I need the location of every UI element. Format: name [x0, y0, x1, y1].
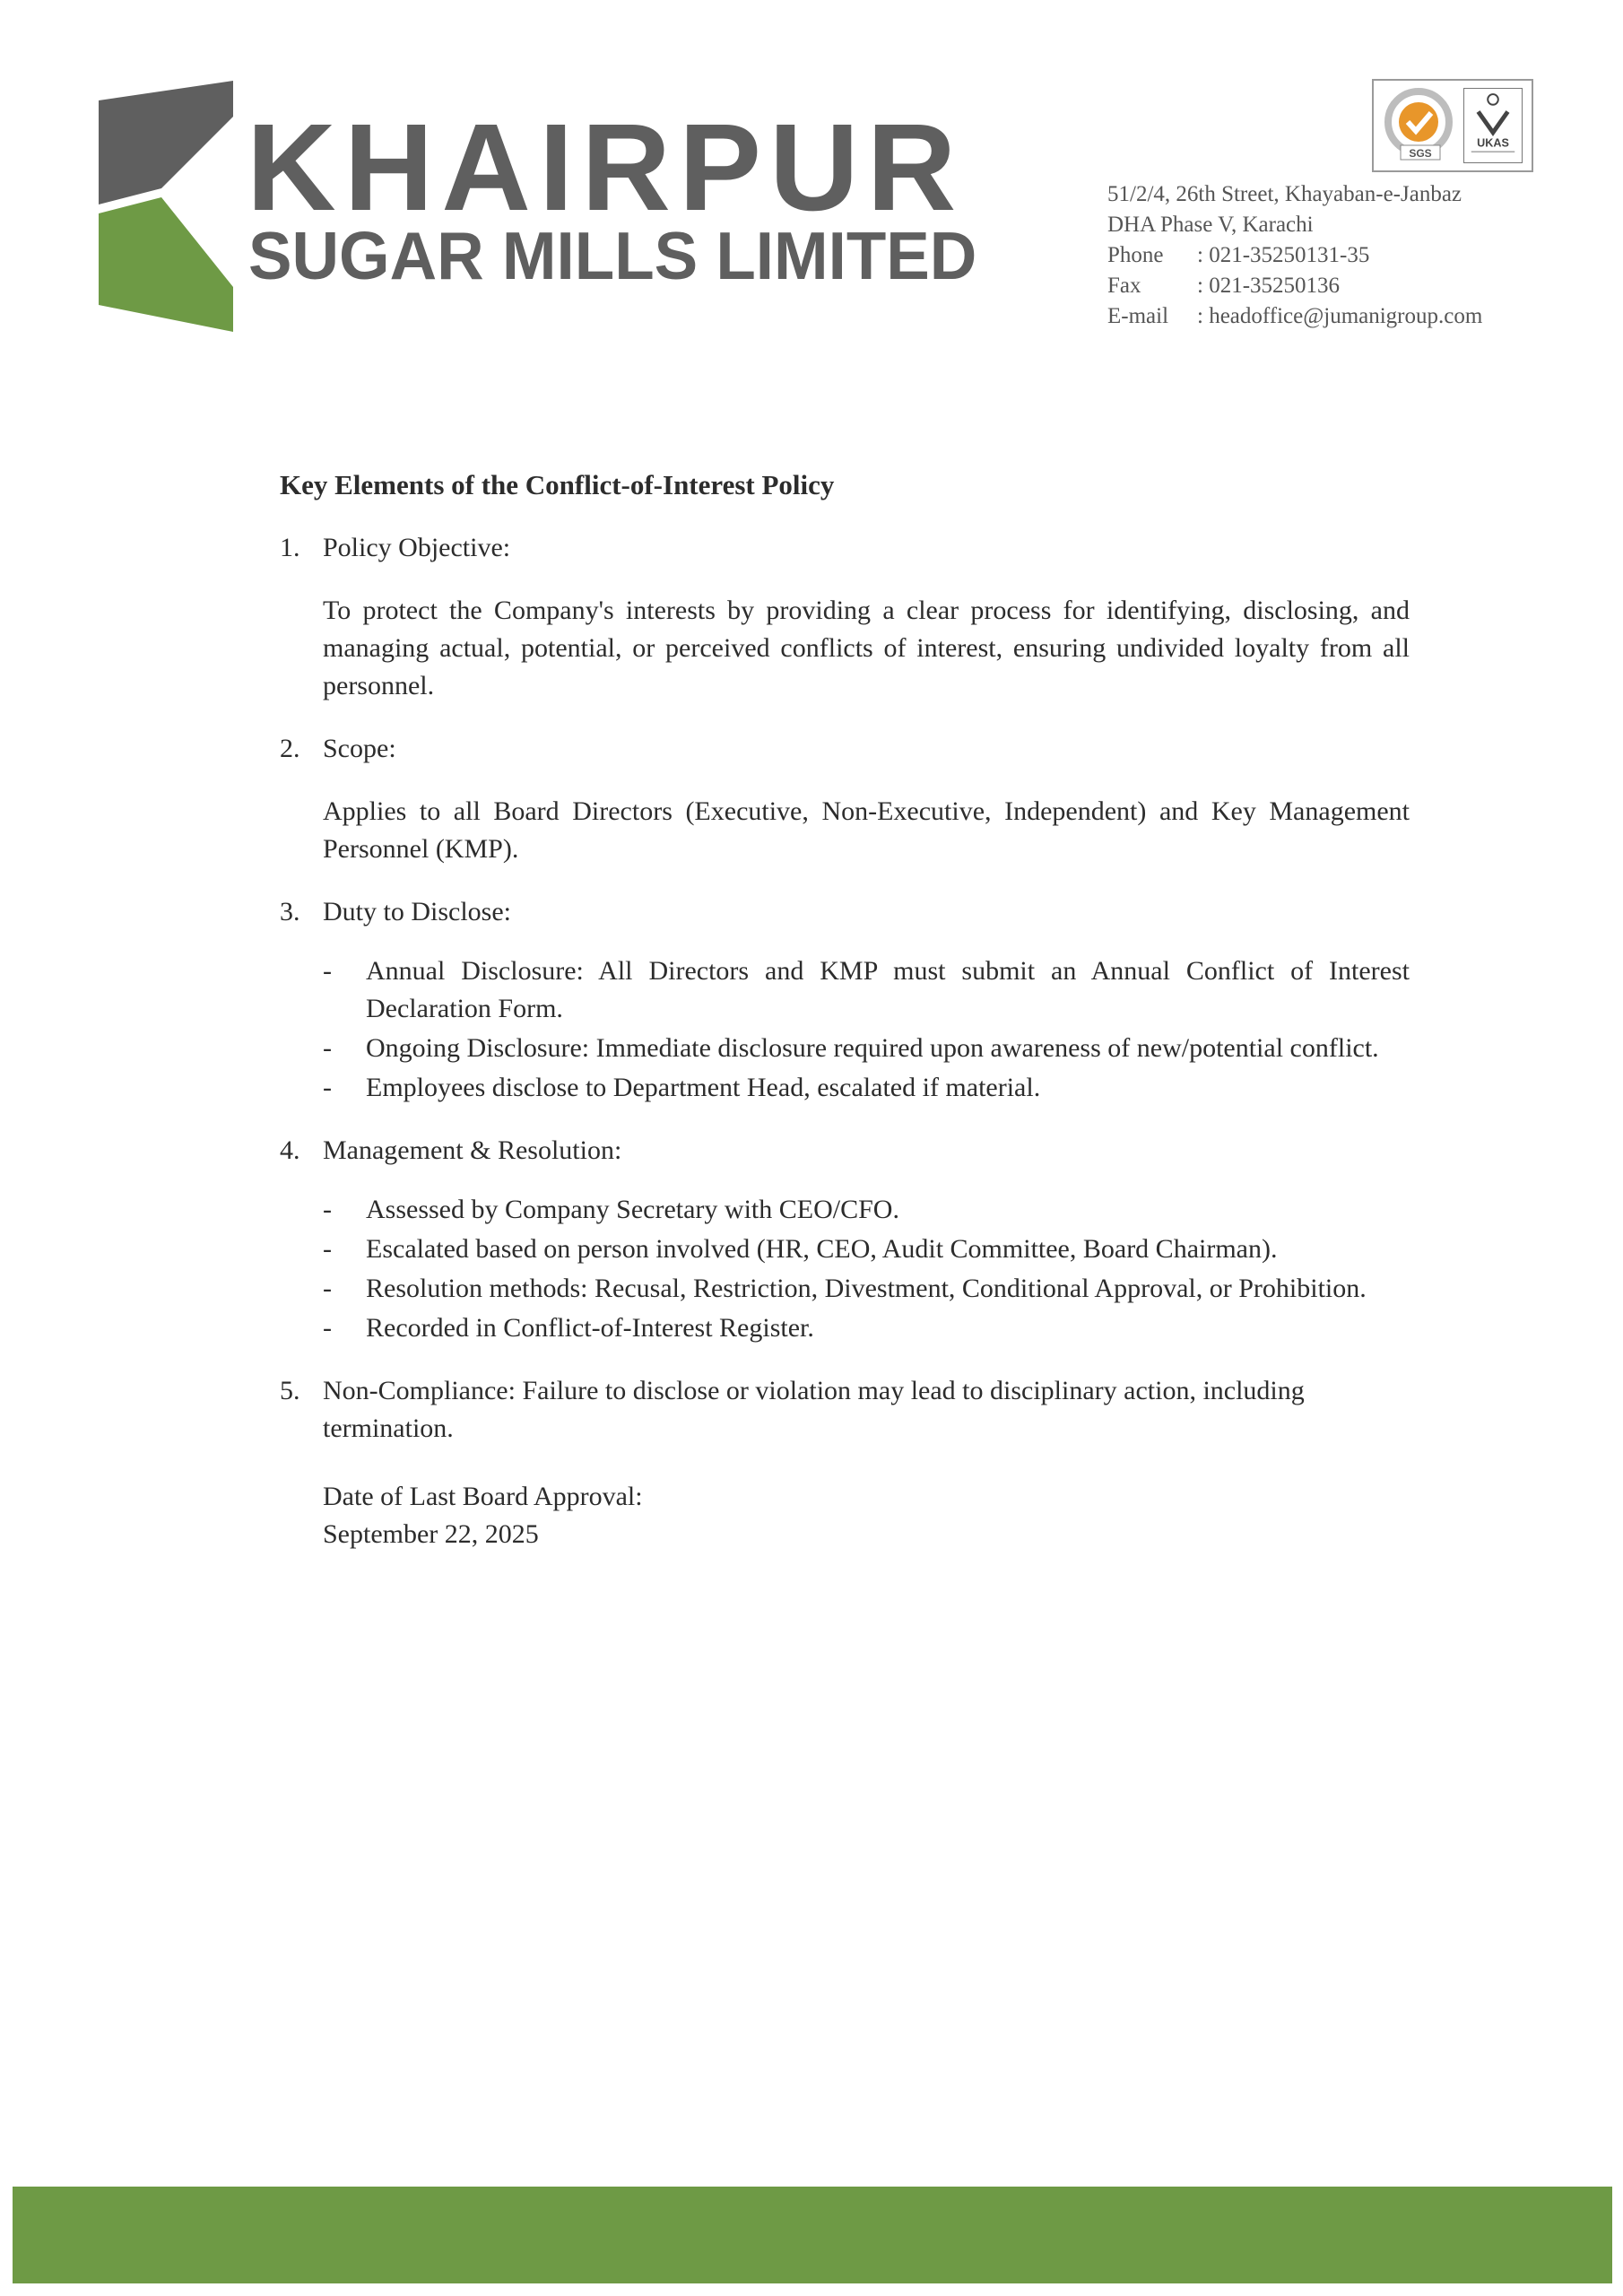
- document-body: [280, 466, 1410, 1553]
- item-number: 1.: [280, 533, 300, 562]
- item-number: 4.: [280, 1135, 300, 1165]
- policy-item-5: [280, 1372, 1410, 1448]
- bullet-text: Employees disclose to Department Head, escalated if material.: [366, 1073, 1041, 1102]
- certification-badges: [1372, 79, 1533, 172]
- bullet-text: Assessed by Company Secretary with CEO/CFO.: [366, 1195, 899, 1224]
- item-text: Applies to all Board Directors (Executive, Non-Executive, Independent) and Key Management Personnel (KMP).: [323, 796, 1410, 864]
- company-address: [1107, 179, 1482, 332]
- approval-block: [323, 1478, 1410, 1553]
- item-number: 3.: [280, 897, 300, 926]
- company-name: KHAIRPUR: [247, 99, 965, 237]
- item-number: 2.: [280, 734, 300, 763]
- email-row: [1107, 301, 1482, 332]
- item-number: 5.: [280, 1376, 300, 1405]
- bullet-text: Recorded in Conflict-of-Interest Register.: [366, 1313, 814, 1343]
- address-line-1: 51/2/4, 26th Street, Khayaban-e-Janbaz: [1107, 182, 1462, 206]
- sgs-certification-icon: [1381, 86, 1456, 163]
- list-item: - Assessed by Company Secretary with CEO/CFO.: [323, 1191, 1410, 1229]
- policy-item-3: [280, 893, 1410, 931]
- policy-item-1: [280, 529, 1410, 567]
- footer-bar: [13, 2187, 1612, 2283]
- list-item: - Resolution methods: Recusal, Restriction, Divestment, Conditional Approval, or Prohibition.: [323, 1270, 1410, 1308]
- address-line-2: DHA Phase V, Karachi: [1107, 213, 1314, 237]
- item-heading: Non-Compliance: Failure to disclose or violation may lead to disciplinary action, including termination.: [323, 1376, 1305, 1443]
- bullet-text: Ongoing Disclosure: Immediate disclosure required upon awareness of new/potential conflict.: [366, 1033, 1379, 1063]
- bullet-list: [323, 1191, 1410, 1347]
- document-title: Key Elements of the Conflict-of-Interest Policy: [280, 469, 835, 500]
- phone-value: : 021-35250131-35: [1197, 243, 1370, 267]
- list-item: - Annual Disclosure: All Directors and KMP must submit an Annual Conflict of Interest Declaration Form.: [323, 952, 1410, 1028]
- item-heading: Management & Resolution:: [323, 1135, 622, 1165]
- phone-row: [1107, 240, 1482, 271]
- email-value: : headoffice@jumanigroup.com: [1197, 304, 1483, 328]
- policy-item-4: [280, 1132, 1410, 1170]
- list-item: - Escalated based on person involved (HR, CEO, Audit Committee, Board Chairman).: [323, 1231, 1410, 1268]
- approval-date: September 22, 2025: [323, 1519, 539, 1549]
- fax-value: : 021-35250136: [1197, 274, 1341, 298]
- list-item: - Recorded in Conflict-of-Interest Register.: [323, 1309, 1410, 1347]
- approval-label: Date of Last Board Approval:: [323, 1482, 643, 1511]
- email-label: E-mail: [1107, 304, 1169, 328]
- company-logo-icon: [99, 81, 233, 332]
- fax-label: Fax: [1107, 274, 1141, 298]
- item-heading: Duty to Disclose:: [323, 897, 511, 926]
- list-item: - Employees disclose to Department Head, escalated if material.: [323, 1069, 1410, 1107]
- sgs-label: SGS: [1409, 147, 1432, 160]
- ukas-label: UKAS: [1477, 136, 1509, 150]
- ukas-certification-icon: [1463, 88, 1523, 163]
- bullet-text: Annual Disclosure: All Directors and KMP must submit an Annual Conflict of Interest Declaration Form.: [366, 956, 1410, 1023]
- company-subtitle: SUGAR MILLS LIMITED: [248, 218, 977, 293]
- phone-label: Phone: [1107, 243, 1164, 267]
- item-heading: Scope:: [323, 734, 396, 763]
- bullet-text: Resolution methods: Recusal, Restriction, Divestment, Conditional Approval, or Prohibition.: [366, 1274, 1367, 1303]
- item-heading: Policy Objective:: [323, 533, 511, 562]
- bullet-text: Escalated based on person involved (HR, CEO, Audit Committee, Board Chairman).: [366, 1234, 1278, 1264]
- item-text: To protect the Company's interests by providing a clear process for identifying, disclosing, and managing actual, potential, or perceived conflicts of interest, ensuring undivided loyalty from all personnel.: [323, 596, 1410, 700]
- policy-item-2: [280, 730, 1410, 768]
- fax-row: [1107, 271, 1482, 301]
- bullet-list: [323, 952, 1410, 1107]
- list-item: - Ongoing Disclosure: Immediate disclosure required upon awareness of new/potential conflict.: [323, 1030, 1410, 1067]
